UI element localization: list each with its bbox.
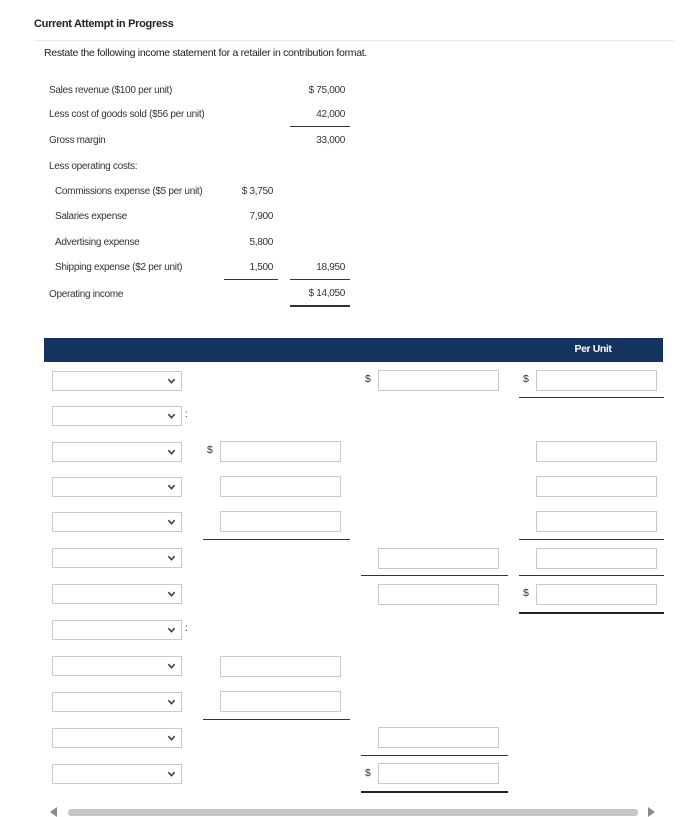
shipping-label: Shipping expense ($2 per unit) bbox=[55, 262, 183, 273]
commissions-label: Commissions expense ($5 per unit) bbox=[55, 186, 203, 197]
row-6-per-unit-input[interactable] bbox=[536, 548, 657, 569]
row-5-account-select[interactable] bbox=[52, 512, 182, 532]
chevron-down-icon bbox=[167, 481, 176, 493]
row-2-colon: : bbox=[185, 409, 188, 420]
dollar-sign: $ bbox=[365, 767, 371, 779]
row-12-account-select[interactable] bbox=[52, 764, 182, 784]
chevron-down-icon bbox=[167, 588, 176, 600]
dollar-sign: $ bbox=[523, 587, 529, 599]
sales-value: $ 75,000 bbox=[308, 85, 345, 96]
sales-label: Sales revenue ($100 per unit) bbox=[49, 85, 173, 96]
salaries-label: Salaries expense bbox=[55, 211, 127, 222]
gross-margin-value: 33,000 bbox=[316, 135, 345, 146]
per-unit-double-rule bbox=[519, 612, 664, 614]
chevron-down-icon bbox=[167, 624, 176, 636]
dollar-sign: $ bbox=[365, 373, 371, 385]
row-10-detail-input[interactable] bbox=[220, 691, 341, 712]
row-12-total-input[interactable] bbox=[378, 763, 499, 784]
operating-income-value: $ 14,050 bbox=[308, 288, 345, 299]
gross-margin-label: Gross margin bbox=[49, 135, 106, 146]
commissions-value: $ 3,750 bbox=[241, 186, 273, 197]
row-1-account-select[interactable] bbox=[52, 371, 182, 391]
row-7-account-select[interactable] bbox=[52, 584, 182, 604]
row-5-per-unit-input[interactable] bbox=[536, 511, 657, 532]
shipping-underline bbox=[224, 279, 278, 280]
row-6-account-select[interactable] bbox=[52, 548, 182, 568]
cogs-value: 42,000 bbox=[316, 109, 345, 120]
row-8-account-select[interactable] bbox=[52, 620, 182, 640]
row-9-account-select[interactable] bbox=[52, 656, 182, 676]
total-rule-2 bbox=[361, 755, 508, 756]
per-unit-rule-2 bbox=[519, 539, 664, 540]
per-unit-rule bbox=[519, 397, 664, 398]
row-4-account-select[interactable] bbox=[52, 477, 182, 497]
chevron-down-icon bbox=[167, 375, 176, 387]
instructions: Restate the following income statement for a retailer in contribution format. bbox=[44, 47, 367, 59]
chevron-down-icon bbox=[167, 696, 176, 708]
row-8-colon: : bbox=[185, 623, 188, 634]
row-10-account-select[interactable] bbox=[52, 692, 182, 712]
total-double-rule bbox=[361, 791, 508, 793]
advertising-label: Advertising expense bbox=[55, 237, 140, 248]
row-3-detail-input[interactable] bbox=[220, 441, 341, 462]
horizontal-scrollbar[interactable] bbox=[68, 809, 638, 816]
row-9-detail-input[interactable] bbox=[220, 656, 341, 677]
row-4-detail-input[interactable] bbox=[220, 476, 341, 497]
chevron-down-icon bbox=[167, 768, 176, 780]
operating-costs-label: Less operating costs: bbox=[49, 161, 138, 172]
operating-income-double-underline bbox=[290, 305, 350, 307]
per-unit-rule-3 bbox=[519, 575, 664, 576]
row-5-detail-input[interactable] bbox=[220, 511, 341, 532]
opcost-underline bbox=[290, 279, 350, 280]
row-3-per-unit-input[interactable] bbox=[536, 441, 657, 462]
chevron-down-icon bbox=[167, 732, 176, 744]
operating-income-label: Operating income bbox=[49, 289, 124, 300]
row-7-total-input[interactable] bbox=[378, 584, 499, 605]
total-rule bbox=[361, 575, 508, 576]
per-unit-header: Per Unit bbox=[574, 343, 612, 355]
row-4-per-unit-input[interactable] bbox=[536, 476, 657, 497]
shipping-value: 1,500 bbox=[249, 262, 273, 273]
detail-subtotal-rule bbox=[203, 539, 350, 540]
dollar-sign: $ bbox=[523, 373, 529, 385]
page-title: Current Attempt in Progress bbox=[34, 18, 174, 30]
row-11-total-input[interactable] bbox=[378, 727, 499, 748]
cogs-underline bbox=[290, 126, 350, 127]
row-7-per-unit-input[interactable] bbox=[536, 584, 657, 605]
salaries-value: 7,900 bbox=[249, 211, 273, 222]
detail-subtotal-rule-2 bbox=[203, 719, 350, 720]
chevron-down-icon bbox=[167, 446, 176, 458]
chevron-down-icon bbox=[167, 552, 176, 564]
row-3-account-select[interactable] bbox=[52, 442, 182, 462]
total-operating-costs-value: 18,950 bbox=[316, 262, 345, 273]
row-1-total-input[interactable] bbox=[378, 370, 499, 391]
chevron-down-icon bbox=[167, 660, 176, 672]
row-11-account-select[interactable] bbox=[52, 728, 182, 748]
row-2-account-select[interactable] bbox=[52, 406, 182, 426]
header-divider bbox=[34, 40, 674, 41]
row-6-total-input[interactable] bbox=[378, 548, 499, 569]
row-1-per-unit-input[interactable] bbox=[536, 370, 657, 391]
advertising-value: 5,800 bbox=[249, 237, 273, 248]
cogs-label: Less cost of goods sold ($56 per unit) bbox=[49, 109, 205, 120]
chevron-down-icon bbox=[167, 516, 176, 528]
chevron-down-icon bbox=[167, 410, 176, 422]
answer-table-header bbox=[44, 338, 663, 362]
dollar-sign: $ bbox=[207, 444, 213, 456]
